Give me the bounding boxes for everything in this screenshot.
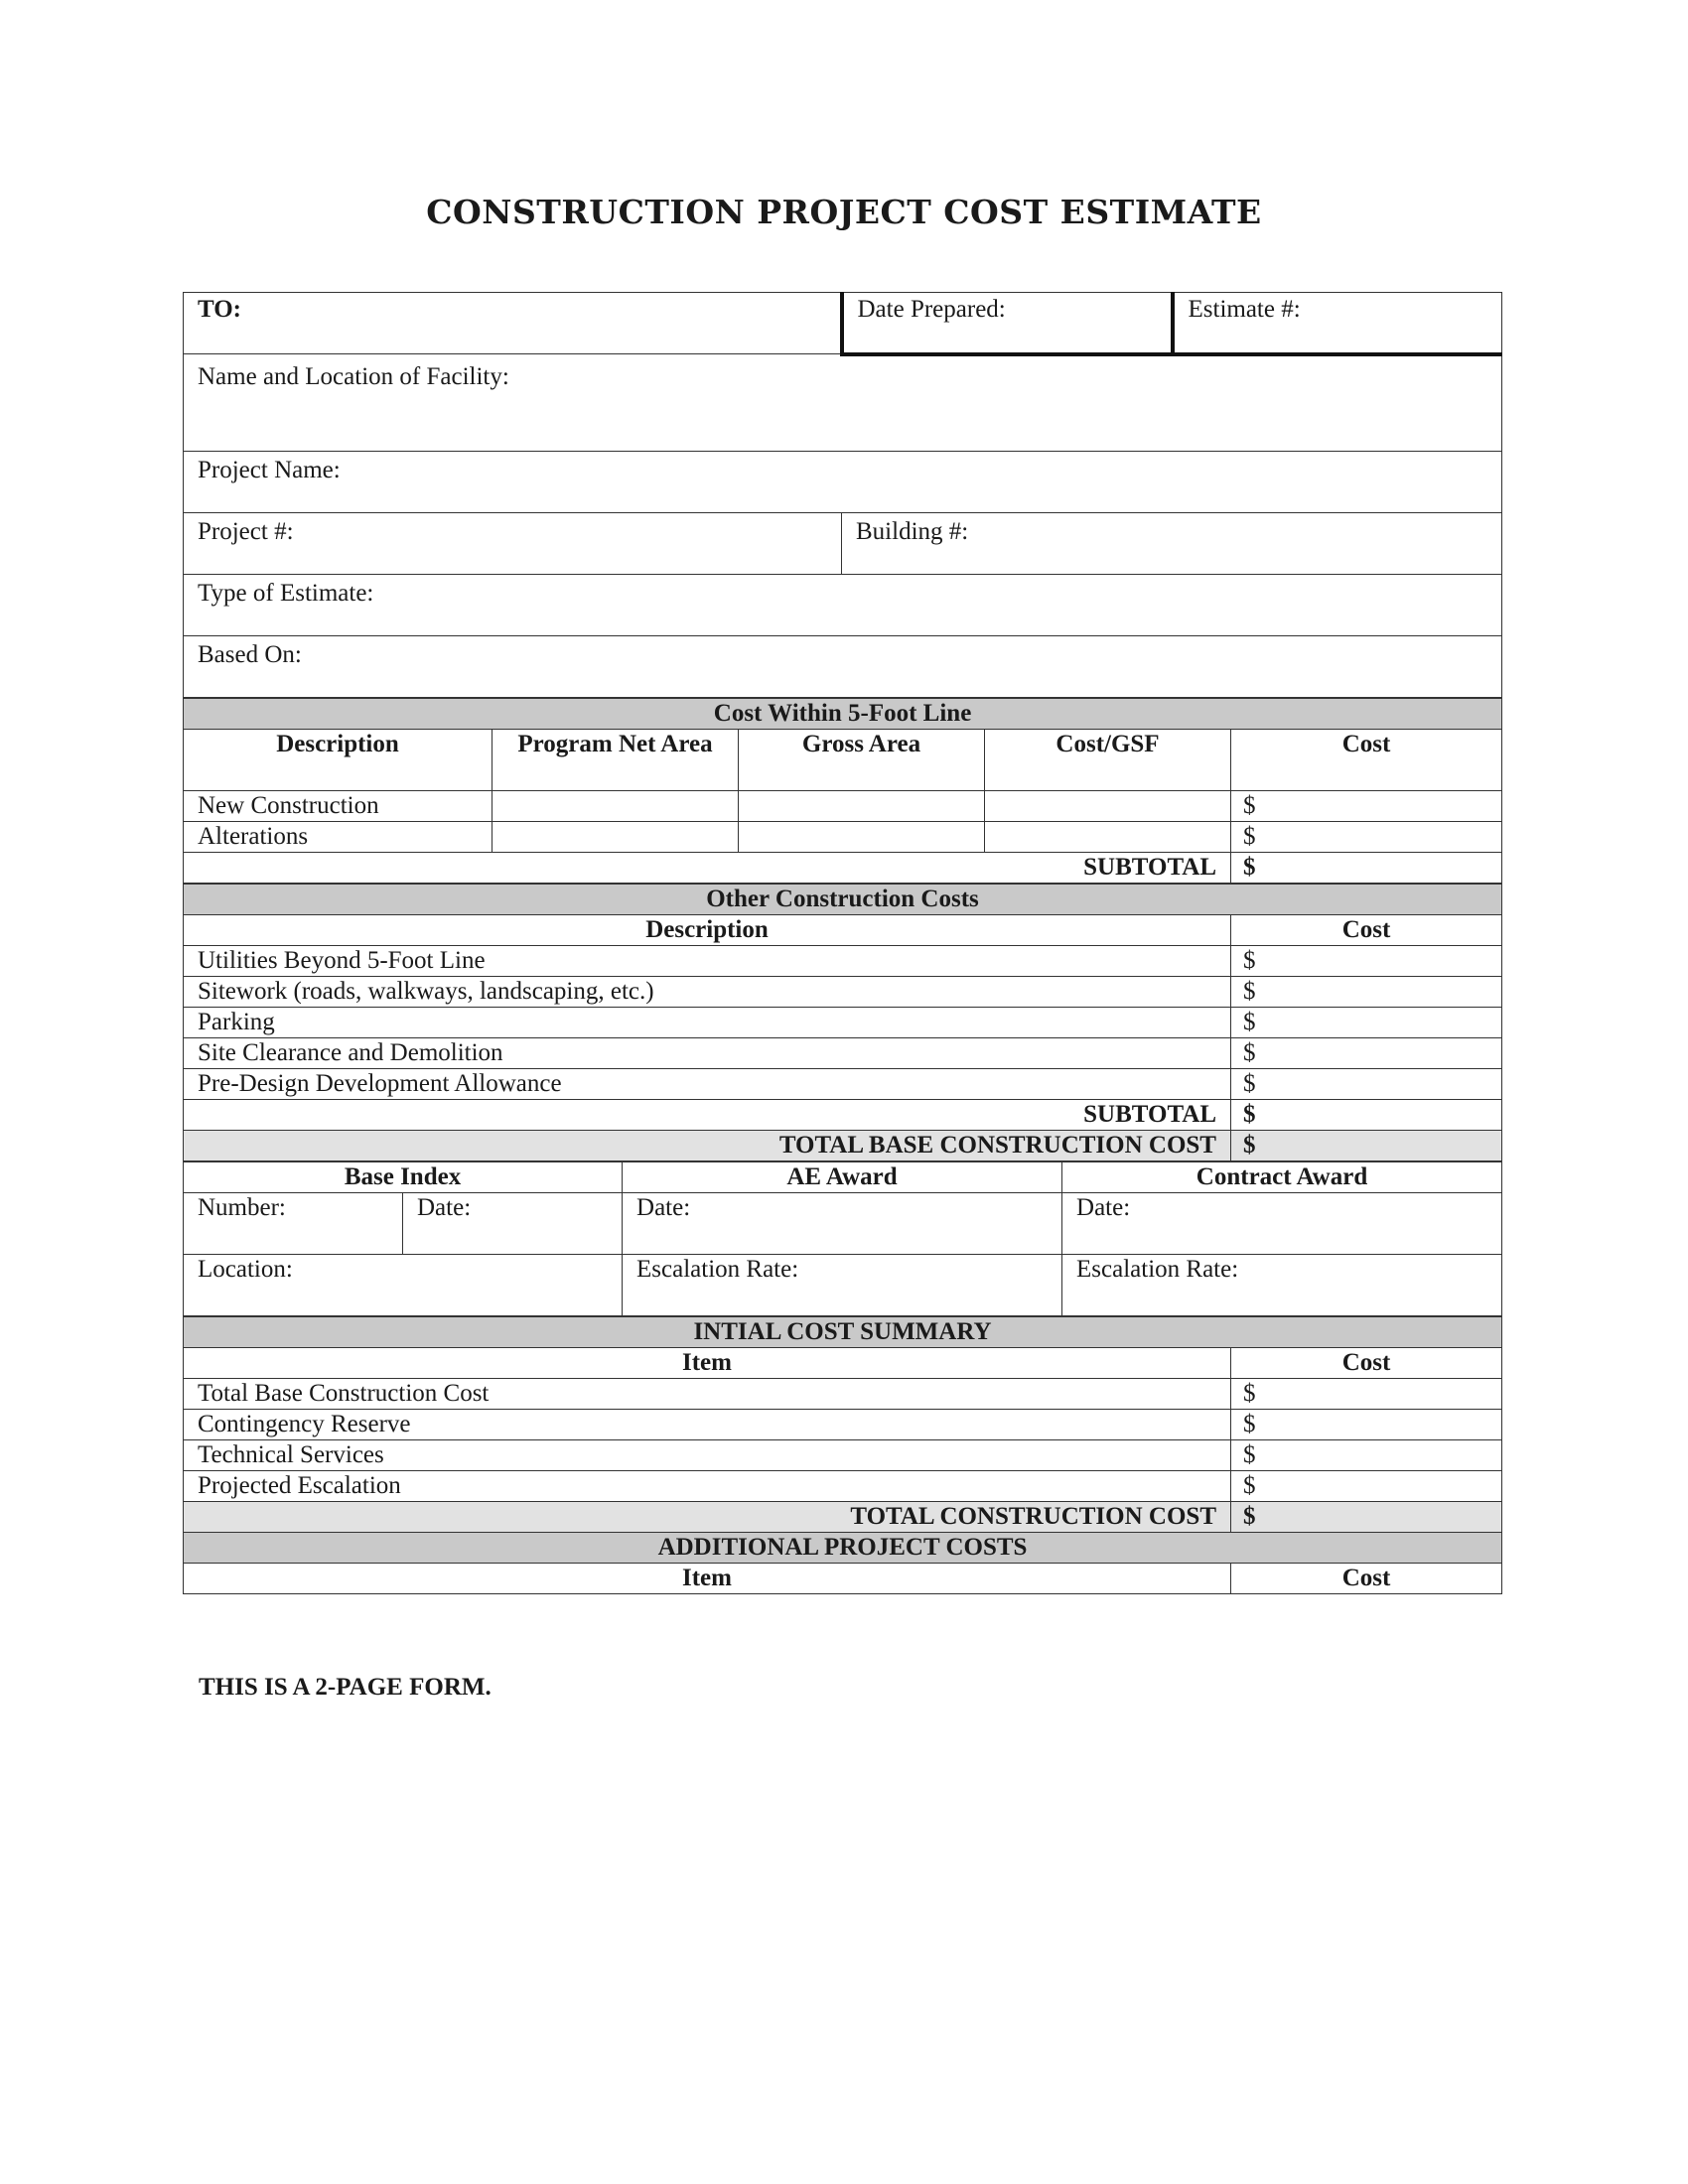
cost-cell[interactable]: $	[1231, 1038, 1502, 1069]
row-label: Total Base Construction Cost	[184, 1379, 1231, 1410]
table-row	[184, 1038, 1502, 1069]
project-name-field[interactable]	[184, 452, 1502, 513]
col-item: Item	[184, 1564, 1231, 1594]
col-cost: Cost	[1231, 1348, 1502, 1379]
header-info-table	[183, 292, 1502, 698]
total-construction-cost-cell[interactable]: $	[1231, 1502, 1502, 1533]
total-base-construction-cost-cell[interactable]: $	[1231, 1131, 1502, 1161]
to-field[interactable]	[184, 293, 842, 354]
date-label: Date:	[1076, 1194, 1131, 1221]
program-net-area-cell[interactable]	[492, 791, 739, 822]
cost-gsf-cell[interactable]	[985, 791, 1231, 822]
row-label: Utilities Beyond 5-Foot Line	[184, 946, 1231, 977]
row-label: Technical Services	[184, 1440, 1231, 1471]
base-index-number-field[interactable]	[184, 1193, 403, 1255]
other-costs-table	[183, 884, 1502, 1161]
col-gross-area: Gross Area	[739, 730, 985, 791]
table-row	[184, 1008, 1502, 1038]
col-description: Description	[184, 730, 492, 791]
subtotal-cost-cell[interactable]: $	[1231, 1100, 1502, 1131]
facility-label: Name and Location of Facility:	[198, 362, 509, 390]
col-program-net-area: Program Net Area	[492, 730, 739, 791]
col-item: Item	[184, 1348, 1231, 1379]
contract-award-date-field[interactable]	[1062, 1193, 1502, 1255]
cost-cell[interactable]: $	[1231, 1069, 1502, 1100]
estimate-number-label: Estimate #:	[1188, 296, 1301, 323]
row-label: Alterations	[184, 822, 492, 853]
table-row	[184, 977, 1502, 1008]
estimate-number-field[interactable]	[1173, 293, 1502, 354]
row-label: Sitework (roads, walkways, landscaping, etc.)	[184, 977, 1231, 1008]
row-label: Parking	[184, 1008, 1231, 1038]
table-row	[184, 822, 1502, 853]
to-label: TO:	[198, 296, 241, 323]
additional-costs-band: ADDITIONAL PROJECT COSTS	[184, 1533, 1502, 1564]
date-prepared-label: Date Prepared:	[857, 296, 1006, 323]
col-cost: Cost	[1231, 915, 1502, 946]
cost-estimate-form	[183, 292, 1501, 1594]
escalation-rate-label: Escalation Rate:	[636, 1256, 799, 1283]
location-label: Location:	[198, 1256, 293, 1283]
number-label: Number:	[198, 1194, 286, 1221]
ae-award-date-field[interactable]	[623, 1193, 1062, 1255]
other-costs-band: Other Construction Costs	[184, 885, 1502, 915]
col-cost: Cost	[1231, 1564, 1502, 1594]
initial-summary-band: INTIAL COST SUMMARY	[184, 1317, 1502, 1348]
base-index-date-field[interactable]	[403, 1193, 623, 1255]
total-base-construction-label: TOTAL BASE CONSTRUCTION COST	[184, 1131, 1231, 1161]
total-construction-label: TOTAL CONSTRUCTION COST	[184, 1502, 1231, 1533]
cost-cell[interactable]: $	[1231, 1379, 1502, 1410]
base-index-heading: Base Index	[184, 1162, 623, 1193]
page-title: CONSTRUCTION PROJECT COST ESTIMATE	[426, 193, 1262, 231]
cost-cell[interactable]: $	[1231, 791, 1502, 822]
type-of-estimate-label: Type of Estimate:	[198, 580, 374, 607]
row-label: Projected Escalation	[184, 1471, 1231, 1502]
cost-cell[interactable]: $	[1231, 977, 1502, 1008]
program-net-area-cell[interactable]	[492, 822, 739, 853]
cost-cell[interactable]: $	[1231, 1471, 1502, 1502]
col-cost: Cost	[1231, 730, 1502, 791]
subtotal-label: SUBTOTAL	[184, 1100, 1231, 1131]
footer-note: THIS IS A 2-PAGE FORM.	[199, 1674, 492, 1701]
building-number-field[interactable]	[842, 513, 1502, 575]
cost-cell[interactable]: $	[1231, 1008, 1502, 1038]
contract-award-heading: Contract Award	[1062, 1162, 1502, 1193]
col-description: Description	[184, 915, 1231, 946]
gross-area-cell[interactable]	[739, 822, 985, 853]
contract-award-escalation-field[interactable]	[1062, 1255, 1502, 1316]
col-cost-gsf: Cost/GSF	[985, 730, 1231, 791]
subtotal-label: SUBTOTAL	[184, 853, 1231, 884]
cost-cell[interactable]: $	[1231, 946, 1502, 977]
gross-area-cell[interactable]	[739, 791, 985, 822]
table-row	[184, 1440, 1502, 1471]
row-label: Contingency Reserve	[184, 1410, 1231, 1440]
ae-award-escalation-field[interactable]	[623, 1255, 1062, 1316]
cost-gsf-cell[interactable]	[985, 822, 1231, 853]
facility-field[interactable]	[184, 354, 1502, 452]
cost-cell[interactable]: $	[1231, 1440, 1502, 1471]
date-label: Date:	[417, 1194, 472, 1221]
escalation-rate-label: Escalation Rate:	[1076, 1256, 1239, 1283]
building-number-label: Building #:	[856, 518, 969, 545]
type-of-estimate-field[interactable]	[184, 575, 1502, 636]
row-label: New Construction	[184, 791, 492, 822]
based-on-field[interactable]	[184, 636, 1502, 698]
row-label: Site Clearance and Demolition	[184, 1038, 1231, 1069]
based-on-label: Based On:	[198, 641, 302, 668]
table-row	[184, 1069, 1502, 1100]
table-row	[184, 946, 1502, 977]
project-name-label: Project Name:	[198, 457, 341, 483]
table-row	[184, 1410, 1502, 1440]
cost-within-table	[183, 698, 1502, 884]
cost-within-band: Cost Within 5-Foot Line	[184, 699, 1502, 730]
date-label: Date:	[636, 1194, 691, 1221]
cost-cell[interactable]: $	[1231, 1410, 1502, 1440]
cost-cell[interactable]: $	[1231, 822, 1502, 853]
index-awards-table	[183, 1161, 1502, 1316]
ae-award-heading: AE Award	[623, 1162, 1062, 1193]
subtotal-cost-cell[interactable]: $	[1231, 853, 1502, 884]
project-number-label: Project #:	[198, 518, 294, 545]
table-row	[184, 1471, 1502, 1502]
table-row	[184, 791, 1502, 822]
row-label: Pre-Design Development Allowance	[184, 1069, 1231, 1100]
base-index-location-field[interactable]	[184, 1255, 623, 1316]
table-row	[184, 1379, 1502, 1410]
initial-cost-summary-table	[183, 1316, 1502, 1594]
date-prepared-field[interactable]	[842, 293, 1173, 354]
project-number-field[interactable]	[184, 513, 842, 575]
